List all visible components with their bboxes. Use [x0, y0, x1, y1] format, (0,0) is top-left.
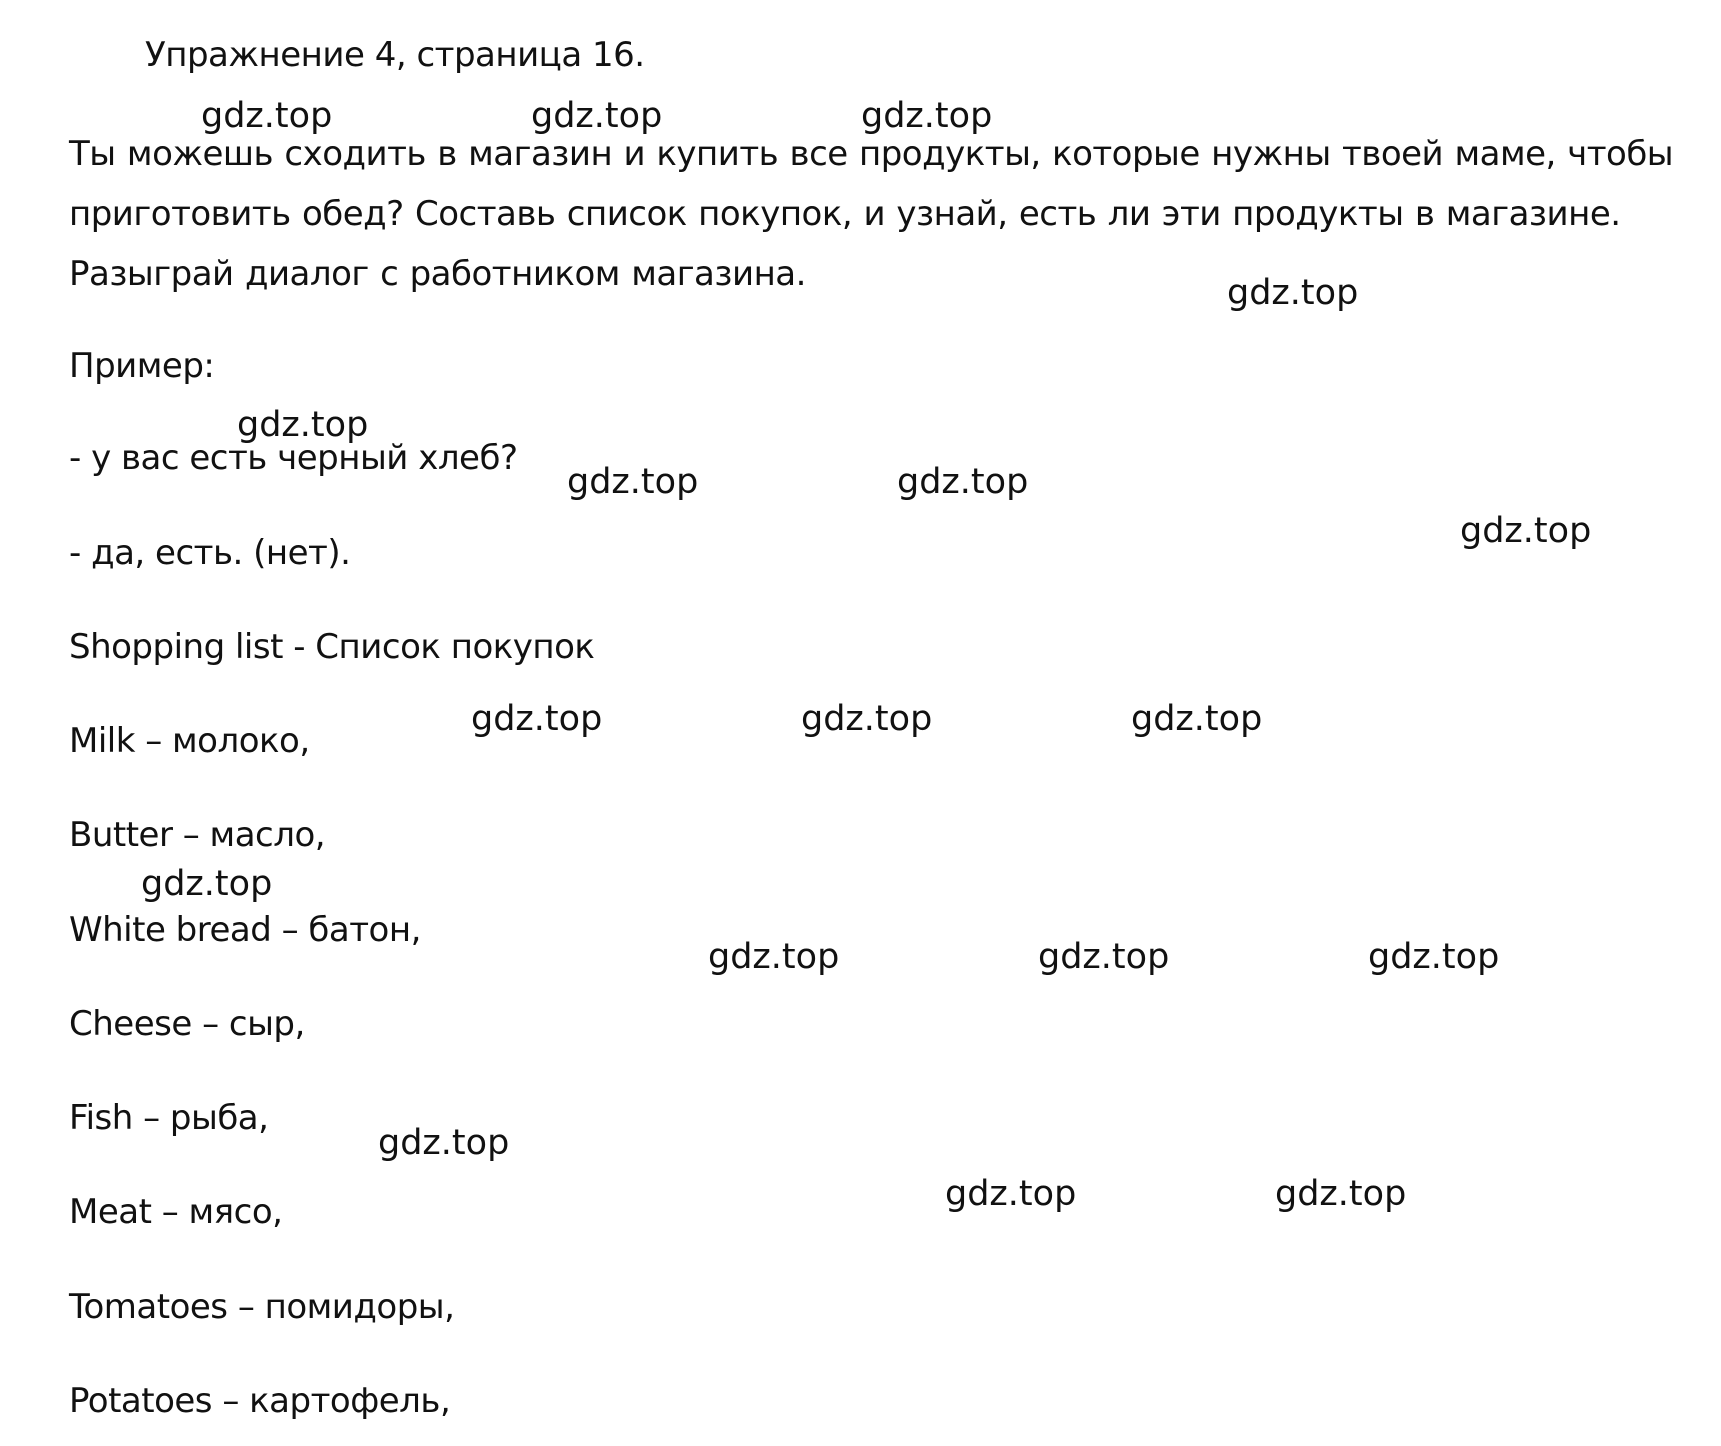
watermark: gdz.top — [897, 462, 1029, 502]
watermark: gdz.top — [1460, 511, 1592, 551]
list-item: Tomatoes – помидоры, — [69, 1287, 455, 1327]
shopping-list-title: Shopping list - Список покупок — [69, 627, 595, 667]
dialog-answer: - да, есть. (нет). — [69, 533, 351, 573]
watermark: gdz.top — [1038, 937, 1170, 977]
watermark: gdz.top — [1131, 699, 1263, 739]
watermark: gdz.top — [567, 462, 699, 502]
watermark: gdz.top — [237, 405, 369, 445]
list-item: Milk – молоко, — [69, 721, 310, 761]
list-item: Butter – масло, — [69, 815, 326, 855]
watermark: gdz.top — [378, 1123, 510, 1163]
watermark: gdz.top — [201, 96, 333, 136]
watermark: gdz.top — [801, 699, 933, 739]
watermark: gdz.top — [1368, 937, 1500, 977]
dialog-question: - у вас есть черный хлеб? — [69, 438, 518, 478]
list-item: White bread – батон, — [69, 910, 421, 950]
watermark: gdz.top — [531, 96, 663, 136]
watermark: gdz.top — [1227, 273, 1359, 313]
watermark: gdz.top — [1275, 1174, 1407, 1214]
task-paragraph: Ты можешь сходить в магазин и купить все продукты, которые нужны твоей маме, чтобы приготовить обед? Составь список покупок, и узнай, есть ли эти продукты в магазине. Разыграй диалог с работником магазина. — [69, 134, 1674, 294]
watermark: gdz.top — [861, 96, 993, 136]
watermark: gdz.top — [471, 699, 603, 739]
watermark: gdz.top — [945, 1174, 1077, 1214]
exercise-heading: Упражнение 4, страница 16. — [145, 35, 645, 75]
list-item: Fish – рыба, — [69, 1098, 269, 1138]
list-item: Meat – мясо, — [69, 1192, 283, 1232]
watermark: gdz.top — [141, 864, 273, 904]
list-item: Potatoes – картофель, — [69, 1381, 451, 1421]
list-item: Cheese – сыр, — [69, 1004, 305, 1044]
example-label: Пример: — [69, 346, 215, 386]
watermark: gdz.top — [708, 937, 840, 977]
